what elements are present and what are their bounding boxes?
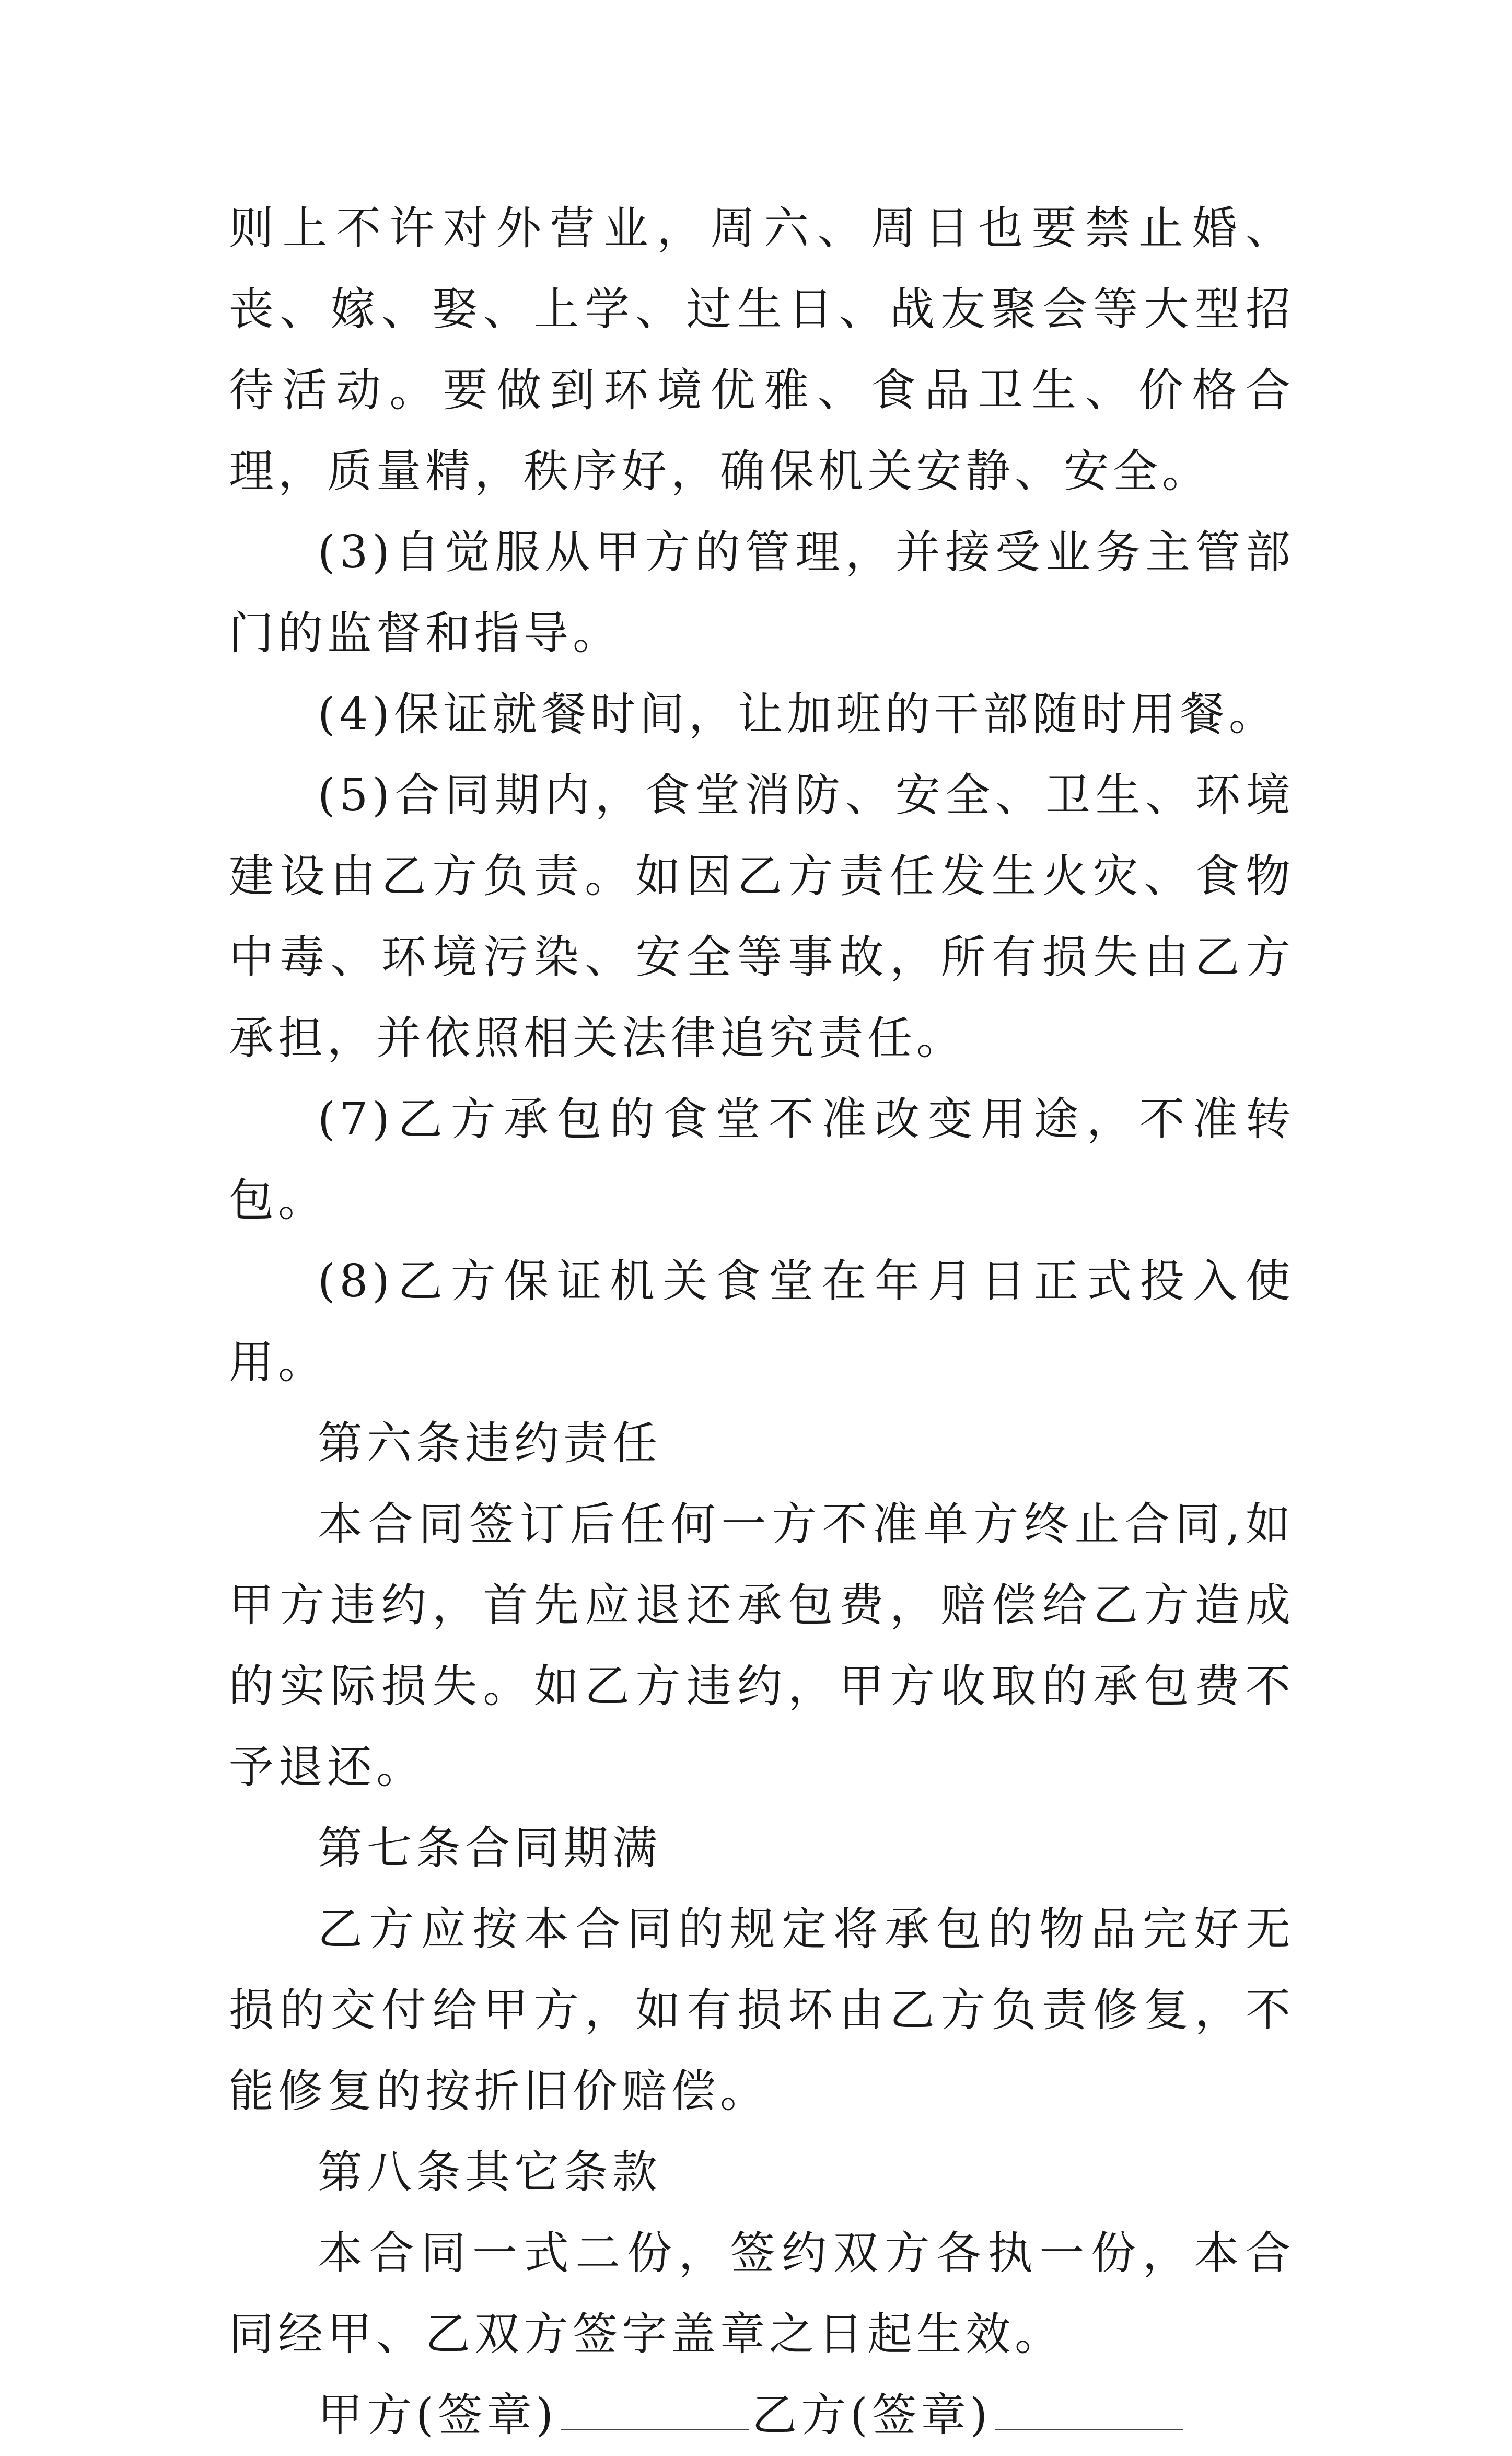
paragraph-item-3: (3)自觉服从甲方的管理，并接受业务主管部门的监督和指导。 <box>229 526 1295 659</box>
paragraph-item-5: (5)合同期内，食堂消防、安全、卫生、环境建设由乙方负责。如因乙方责任发生火灾、食物中毒、环境污染、安全等事故，所有损失由乙方承担，并依照相关法律追究责任。 <box>229 769 1295 1064</box>
article-7-heading: 第七条合同期满 <box>318 1822 661 1874</box>
article-7-body: 乙方应按本合同的规定将承包的物品完好无损的交付给甲方，如有损坏由乙方负责修复，不能修复的按折旧价赔偿。 <box>229 1903 1295 2117</box>
party-a-signature-label: 甲方(签章) <box>318 2389 558 2441</box>
article-6-heading: 第六条违约责任 <box>318 1417 661 1469</box>
paragraph-item-8: (8)乙方保证机关食堂在年月日正式投入使用。 <box>229 1255 1295 1388</box>
paragraph-continuation: 则上不许对外营业，周六、周日也要禁止婚、丧、嫁、娶、上学、过生日、战友聚会等大型招待活动。要做到环境优雅、食品卫生、价格合理，质量精，秩序好，确保机关安静、安全。 <box>229 202 1295 497</box>
article-6-body: 本合同签订后任何一方不准单方终止合同,如甲方违约，首先应退还承包费，赔偿给乙方造成的实际损失。如乙方违约，甲方收取的承包费不予退还。 <box>229 1498 1295 1793</box>
document-body <box>229 188 1295 2456</box>
party-a-signature-line <box>561 2392 749 2430</box>
paragraph-item-4: (4)保证就餐时间，让加班的干部随时用餐。 <box>318 688 1278 740</box>
signature-row <box>229 2375 1295 2456</box>
party-b-signature-label: 乙方(签章) <box>752 2389 992 2441</box>
article-8-body: 本合同一式二份，签约双方各执一份，本合同经甲、乙双方签字盖章之日起生效。 <box>229 2227 1295 2360</box>
article-8-heading: 第八条其它条款 <box>318 2146 661 2198</box>
party-b-signature-line <box>995 2392 1183 2430</box>
paragraph-item-7: (7)乙方承包的食堂不准改变用途，不准转包。 <box>229 1093 1295 1226</box>
